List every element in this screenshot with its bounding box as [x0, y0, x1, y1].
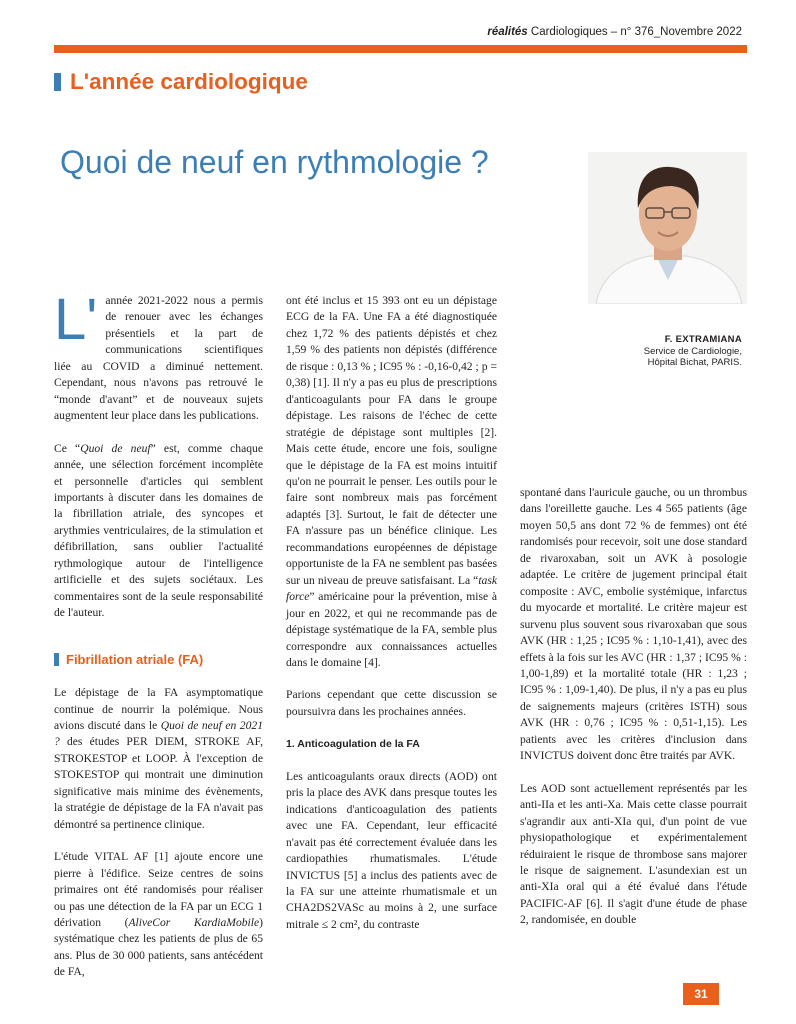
- col2-paragraph-1-italic: task force: [286, 573, 497, 604]
- fa-paragraph-1-text: des études PER DIEM, STROKE AF, STROKESTOP et LOOP. À l'exception de STOKESTOP qui montrait une diminution significative mais minime des évènements, la stratégie de dépistage de la FA n'avait pas démontré sa pertinence clinique.: [54, 735, 263, 831]
- fa-paragraph-2-text: ) systématique chez les patients de plus de 65 ans. Plus de 30 000 patients, sans antécédent de FA,: [54, 915, 263, 979]
- col2-paragraph-2: Parions cependant que cette discussion se poursuivra dans les prochaines années.: [286, 688, 497, 718]
- col2-paragraph-1-lead: ont été inclus et 15 393 ont eu un dépistage ECG de la FA. Une FA a été diagnostiquée chez 1,72 % des patients dépistés et chez 1,59 % des patients non dépistés (différence de risque : 0,13 % ; IC95 % : -0,16-0,42 ; p = 0,38) [1]. Il n'y a pas eu plus de prescriptions d'anticoagulants pour FA dans le groupe dépistage. Les raisons de l'échec de cette stratégie de dépistage sont multiples [2]. Mais cette étude, encore une fois, souligne que le dépistage de la FA est moins intuitif qu'on ne pourrait le penser. Les outils pour le faire sont nombreux mais pas forcément adaptés [3]. Surtout, le fait de détecter une FA n'assure pas un bénéfice clinique. Les recommandations européennes de dépistage opportuniste de la FA ne semblent pas basées sur un niveau de preuve satisfaisant. La “: [286, 294, 497, 587]
- author-block: [562, 334, 742, 369]
- fa-paragraph-1-lead: Le dépistage de la FA asymptomatique continue de nourrir la polémique. Nous avions discuté dans le: [54, 686, 263, 732]
- author-affiliation-line-2: Hôpital Bichat, PARIS.: [647, 357, 742, 368]
- column-2: [286, 293, 497, 933]
- fa-paragraph-2: [54, 849, 263, 981]
- fa-paragraph-1: [54, 685, 263, 833]
- journal-header: [487, 26, 742, 38]
- section-heading-fa-label: Fibrillation atriale (FA): [66, 651, 204, 667]
- intro-paragraph-2-text: ” est, comme chaque année, une sélection forcément incomplète et personnelle d'articles qui semblent importants à discuter dans les domaines de la fibrillation atriale, des syncopes et arythmies ventriculaires, de la stimulation et défibrillation, sans oublier l'actualité rythmologique autour de l'intelligence artificielle et des sujets sociétaux. Les commentaires sont de la seule responsabilité de l'auteur.: [54, 441, 263, 620]
- article-title: Quoi de neuf en rythmologie ?: [60, 144, 489, 180]
- rubric-heading: [54, 68, 308, 96]
- header-rule: [54, 45, 747, 53]
- col3-paragraph-1: spontané dans l'auricule gauche, ou un thrombus dans l'oreillette gauche. Les 4 565 patients (âge moyen 50,5 ans dont 72 % de femmes) ont été randomisés pour recevoir, soit une dose standard de rivaroxaban, soit un AVK à posologie adaptée. Le critère de jugement principal était composite : AVC, embolie systémique, infarctus du myocarde et mortalité. Le critère majeur est survenu plus souvent sous rivaroxaban que sous AVK (HR : 1,25 ; IC95 % : 1,10-1,41), avec des effets à la fois sur les AVC (HR : 1,37 ; IC95 % : 1,00-1,89) et la mortalité totale (HR : 1,23 ; IC95 % : 1,09-1,40). De plus, il n'y a pas eu plus de saignements majeurs (critères ISTH) sous AVK (HR : 0,76 ; IC95 % : 0,51-1,15). Les patients avec les critères d'inclusion dans INVICTUS doivent donc être traités par AVK.: [520, 486, 747, 763]
- intro-paragraph-1-text: année 2021-2022 nous a permis de renouer avec les échanges présentiels et la part de communications scientifiques liée au COVID a diminué nettement. Cependant, nous n'avons pas retrouvé le “monde d'avant” et de nouveaux sujets augmentent leur place dans les publications.: [54, 294, 263, 423]
- fa-paragraph-2-italic: AliveCor KardiaMobile: [128, 915, 260, 929]
- author-photo: [588, 152, 747, 304]
- rubric-square-marker: [54, 73, 61, 91]
- col2-paragraph-1: [286, 293, 497, 671]
- author-portrait-illustration: [588, 152, 747, 304]
- fa-paragraph-2-lead: L'étude VITAL AF [1] ajoute encore une pierre à l'édifice. Seize centres de soins primaires ont été randomisés pour réaliser ou pas une détection de la FA par un ECG 1 dérivation (: [54, 850, 263, 929]
- intro-paragraph-2-lead: Ce “: [54, 441, 81, 455]
- intro-paragraph-1: [54, 287, 263, 425]
- col3-paragraph-2: Les AOD sont actuellement représentés par les anti-IIa et les anti-Xa. Mais cette classe pourrait s'agrandir aux anti-XIa qui, d'un point de vue physiopathologique et expérimentalement réduiraient le risque de thrombose sans majorer le risque de saignement. L'asundexian est un anti-XIa oral qui a été évalué dans l'étude PACIFIC-AF [6]. Il s'agit d'une étude de phase 2, randomisée, en double: [520, 781, 747, 927]
- subsection-heading-anticoagulation: 1. Anticoagulation de la FA: [286, 738, 420, 751]
- journal-brand: réalités: [487, 26, 528, 38]
- section-heading-fa: [54, 652, 263, 668]
- author-name: F. EXTRAMIANA: [664, 334, 742, 345]
- section-square-marker: [54, 653, 59, 666]
- page-number: 31: [683, 983, 719, 1005]
- intro-paragraph-2: [54, 441, 263, 622]
- drop-cap: L': [54, 287, 98, 352]
- col2-paragraph-3: Les anticoagulants oraux directs (AOD) ont pris la place des AVK dans presque toutes les indications d'anticoagulation des patients avec une FA. Cependant, leur efficacité n'avait pas été correctement évaluée dans les cardiopathies rhumatismales. L'étude INVICTUS [5] a inclus des patients avec de la FA sur une atteinte rhumatismale et un CHA2DS2VASc au moins à 2, une surface mitrale ≤ 2 cm², du contraste: [286, 769, 497, 931]
- column-3: [520, 485, 747, 929]
- journal-issue: Cardiologiques – n° 376_Novembre 2022: [527, 26, 742, 38]
- rubric-label: L'année cardiologique: [70, 69, 308, 94]
- col2-paragraph-1-text: ” américaine pour la prévention, mise à jour en 2022, et qui ne recommande pas de dépistage systématique de la FA, semble plus correspondre aux connaissances actuelles dans le domaine [4].: [286, 590, 497, 669]
- author-affiliation-line-1: Service de Cardiologie,: [643, 345, 742, 357]
- column-1: [54, 287, 263, 981]
- intro-paragraph-2-italic: Quoi de neuf: [80, 441, 151, 455]
- fa-paragraph-1-italic: Quoi de neuf en 2021 ?: [54, 718, 263, 749]
